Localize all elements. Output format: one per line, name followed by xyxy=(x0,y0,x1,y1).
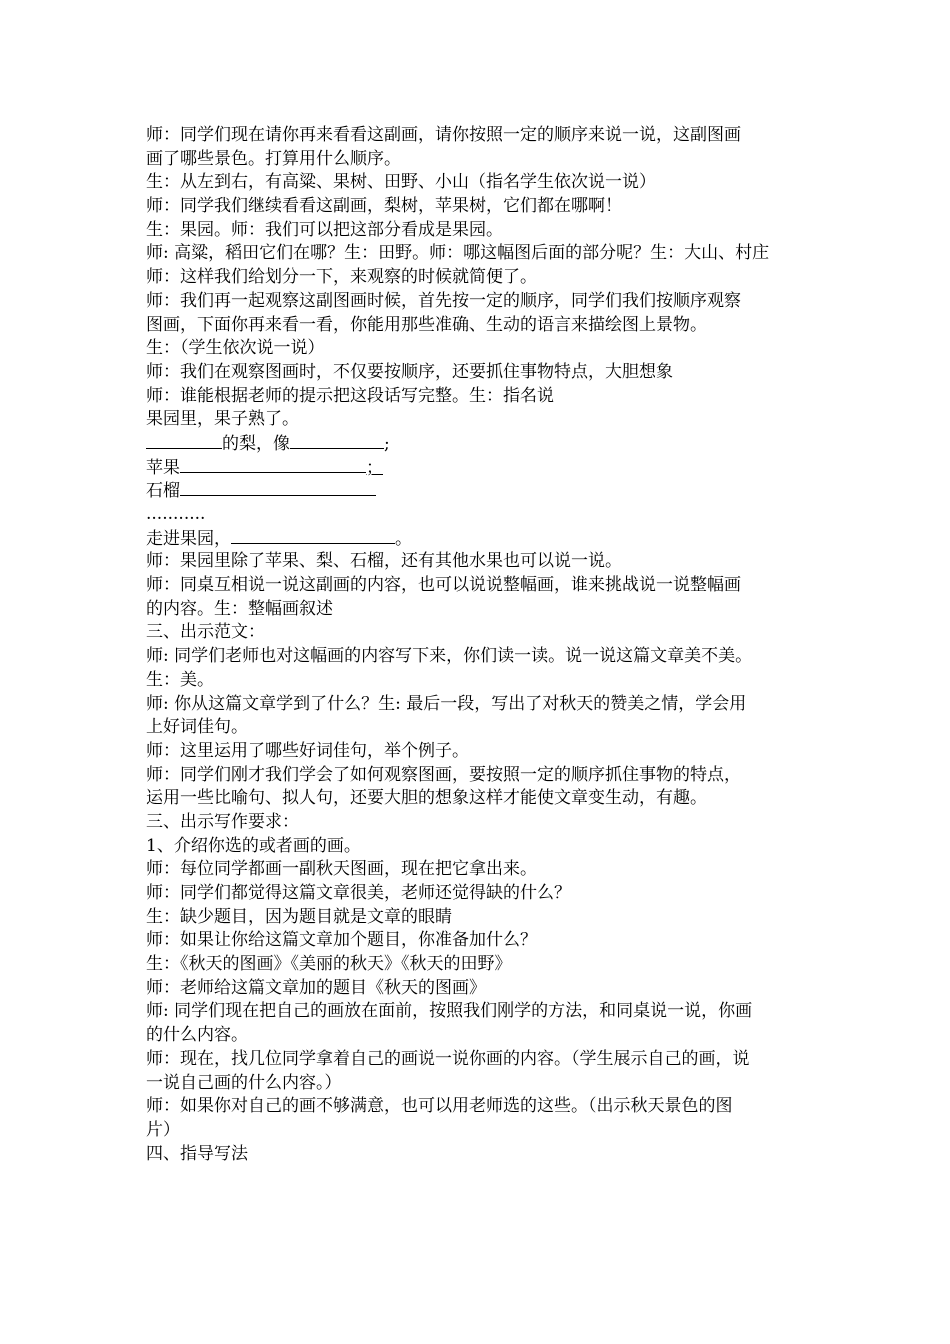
text-line: 画了哪些景色。打算用什么顺序。 xyxy=(146,148,401,169)
fill-label: 的梨，像 xyxy=(222,433,290,454)
text-line: 师: 高粱，稻田它们在哪？生：田野。师：哪这幅图后面的部分呢？生：大山、村庄 xyxy=(146,243,770,264)
fill-in-pomegranate-line xyxy=(146,479,810,503)
fill-in-apple-line xyxy=(146,456,810,480)
text-line: 的什么内容。 xyxy=(146,1025,248,1046)
fill-label: ； xyxy=(366,457,383,478)
fill-in-pear-line xyxy=(146,432,810,456)
section-heading: 四、指导写法 xyxy=(146,1143,248,1164)
text-line: 生：从左到右，有高粱、果树、田野、小山（指名学生依次说一说） xyxy=(146,172,656,193)
text-line: 生：果园。师：我们可以把这部分看成是果园。 xyxy=(146,219,503,240)
text-line: 的内容。生：整幅画叙述 xyxy=(146,598,333,619)
fill-in-enter-line xyxy=(146,527,810,551)
text-line: 一说自己画的什么内容。） xyxy=(146,1072,342,1093)
section-heading: 三、出示范文： xyxy=(146,622,265,643)
text-line: 师：同学我们继续看看这副画，梨树，苹果树，它们都在哪啊！ xyxy=(146,196,622,217)
text-line: 师：每位同学都画一副秋天图画，现在把它拿出来。 xyxy=(146,859,537,880)
fill-label: 走进果园， xyxy=(146,528,231,549)
blank-field[interactable] xyxy=(290,432,384,449)
text-line: 师：如果让你给这篇文章加个题目，你准备加什么？ xyxy=(146,930,537,951)
fill-label: 。 xyxy=(395,528,412,549)
blank-field[interactable] xyxy=(231,527,395,544)
text-line: 生：缺少题目，因为题目就是文章的眼睛 xyxy=(146,906,452,927)
text-line: 师：我们在观察图画时，不仅要按顺序，还要抓住事物特点，大胆想象 xyxy=(146,361,673,382)
blank-field[interactable] xyxy=(180,479,376,496)
text-line: 师：同学们都觉得这篇文章很美，老师还觉得缺的什么？ xyxy=(146,883,571,903)
text-line: 师：如果你对自己的画不够满意，也可以用老师选的这些。（出示秋天景色的图 xyxy=(146,1096,733,1117)
text-line: 师：这里运用了哪些好词佳句，举个例子。 xyxy=(146,740,469,761)
blank-field[interactable] xyxy=(146,432,222,449)
text-line: 生：《秋天的图画》《美丽的秋天》《秋天的田野》 xyxy=(146,954,512,975)
text-line: 上好词佳句。 xyxy=(146,717,248,738)
text-line: 师：我们再一起观察这副图画时候，首先按一定的顺序，同学们我们按顺序观察 xyxy=(146,290,741,311)
fill-label: 石榴 xyxy=(146,481,180,502)
text-line: 师：这样我们给划分一下，来观察的时候就简便了。 xyxy=(146,267,537,288)
text-line: 师: 同学们现在把自己的画放在面前，按照我们刚学的方法，和同桌说一说，你画 xyxy=(146,1001,753,1022)
blank-field[interactable] xyxy=(180,456,366,473)
text-line: 师：同学们现在请你再来看看这副画，请你按照一定的顺序来说一说，这副图画 xyxy=(146,125,741,145)
text-line: 果园里，果子熟了。 xyxy=(146,409,299,430)
text-line: 师: 同学们老师也对这幅画的内容写下来，你们读一读。说一说这篇文章美不美。 xyxy=(146,646,753,667)
text-line: 师：同学们刚才我们学会了如何观察图画，要按照一定的顺序抓住事物的特点， xyxy=(146,764,741,785)
text-line: 图画，下面你再来看一看，你能用那些准确、生动的语言来描绘图上景物。 xyxy=(146,314,707,335)
text-line: 生：（学生依次说一说） xyxy=(146,338,325,359)
document-page xyxy=(146,124,810,1166)
ellipsis-line: ........... xyxy=(146,504,206,524)
text-line: 师：同桌互相说一说这副画的内容，也可以说说整幅画，谁来挑战说一说整幅画 xyxy=(146,575,741,596)
text-line: 生：美。 xyxy=(146,669,214,690)
text-line: 片） xyxy=(146,1119,180,1140)
text-line: 运用一些比喻句、拟人句，还要大胆的想象这样才能使文章变生动，有趣。 xyxy=(146,788,707,809)
fill-label: ; xyxy=(384,433,390,454)
section-heading: 三、出示写作要求： xyxy=(146,811,299,832)
fill-label: 苹果 xyxy=(146,457,180,478)
text-line: 师：果园里除了苹果、梨、石榴，还有其他水果也可以说一说。 xyxy=(146,551,622,572)
text-line: 师: 你从这篇文章学到了什么？生: 最后一段，写出了对秋天的赞美之情，学会用 xyxy=(146,693,747,714)
text-line: 师：老师给这篇文章加的题目《秋天的图画》 xyxy=(146,977,486,998)
text-line: 1、介绍你选的或者画的画。 xyxy=(146,835,361,856)
text-line: 师：谁能根据老师的提示把这段话写完整。生：指名说 xyxy=(146,385,554,406)
text-line: 师：现在，找几位同学拿着自己的画说一说你画的内容。（学生展示自己的画，说 xyxy=(146,1048,750,1069)
